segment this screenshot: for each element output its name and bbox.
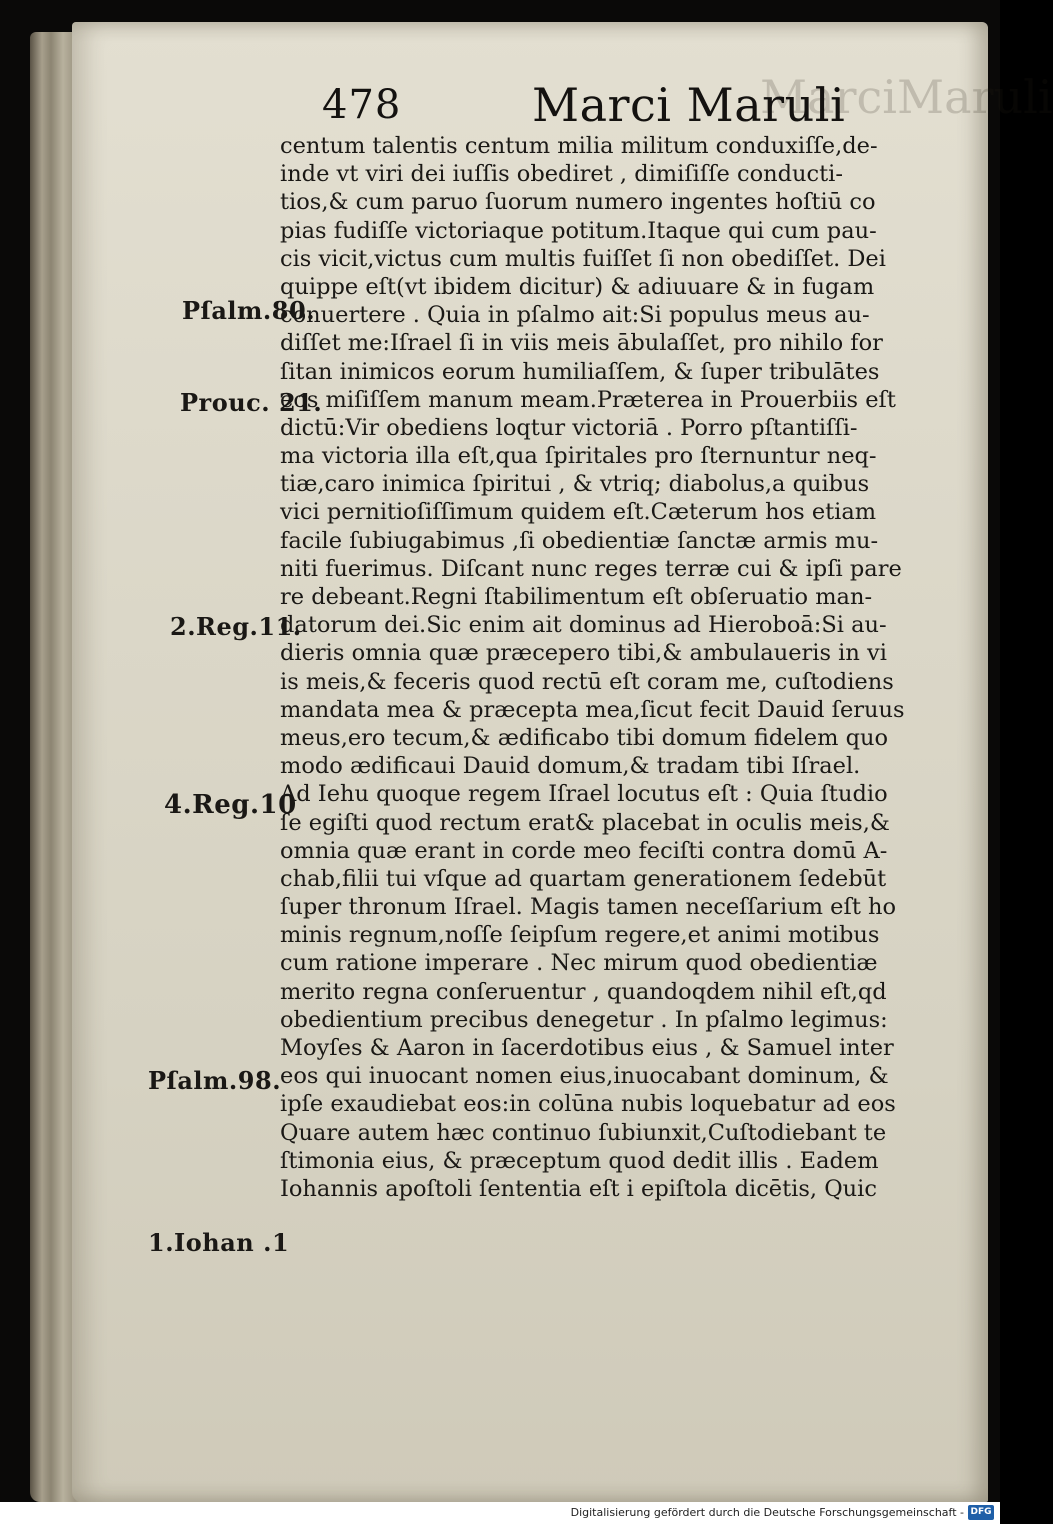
text-line: conuertere . Quia in pſalmo ait:Si populus meus au- [280, 302, 870, 329]
text-line: eos qui inuocant nomen eius,inuocabant dominum, & [280, 1063, 889, 1090]
text-line: ipſe exaudiebat eos:in colūna nubis loquebatur ad eos [280, 1091, 896, 1118]
text-line: facile ſubiugabimus ,ſi obedientiæ ſanctæ armis mu- [280, 527, 879, 554]
text-line: dieris omnia quæ præcepero tibi,& ambulaueris in vi [280, 640, 887, 667]
footer-bar [0, 1502, 1000, 1524]
text-line: ſitan inimicos eorum humiliaſſem, & ſuper tribulātes [280, 358, 880, 385]
marginal-note-1-johan-1: 1.Iohan .1 [148, 1228, 290, 1257]
text-line: merito regna conſeruentur , quandoqdem nihil eſt,qd [280, 978, 887, 1005]
text-line: ſtimonia eius, & præceptum quod dedit illis . Eadem [280, 1147, 879, 1174]
text-line: Moyſes & Aaron in ſacerdotibus eius , & Samuel inter [280, 1035, 894, 1061]
text-line: diſſet me:Iſrael ſi in viis meis ābulaſſet, pro nihilo for [280, 330, 883, 357]
text-line: tios,& cum paruo ſuorum numero ingentes hoſtiū co [280, 189, 876, 216]
text-line: Iohannis apoſtoli ſententia eſt i epiſtola dicētis, Quic [280, 1175, 877, 1202]
text-line: eos miſiſſem manum meam.Præterea in Prouerbiis eſt [280, 386, 896, 413]
text-line: chab,filii tui vſque ad quartam generationem ſedebūt [280, 865, 887, 892]
text-line: niti fuerimus. Diſcant nunc reges terræ cui & ipſi pare [280, 555, 902, 582]
text-line: meus,ero tecum,& ædificabo tibi domum fidelem quo [280, 724, 889, 751]
text-line: modo ædificaui Dauid domum,& tradam tibi Iſrael. [280, 753, 861, 780]
page-header [322, 78, 962, 138]
text-line: minis regnum,noſſe ſeipſum regere,et animi motibus [280, 922, 880, 949]
text-line: ma victoria illa eſt,qua ſpiritales pro ſternuntur neq- [280, 443, 877, 470]
bleed-through-text: MarciMaruli [760, 70, 1053, 124]
marginal-note-psalm-98: Pſalm.98. [148, 1066, 282, 1095]
text-line: omnia quæ erant in corde meo feciſti contra domū A- [280, 837, 888, 864]
text-line: dictū:Vir obediens loqtur victoriā . Porro pſtantiſſi- [280, 414, 858, 441]
dfg-logo: DFG [968, 1505, 994, 1520]
text-line: inde vt viri dei iuſſis obediret , dimiſiſſe conducti- [280, 161, 843, 188]
text-line: tiæ,caro inimica ſpiritui , & vtriq; diabolus,a quibus [280, 471, 870, 498]
page-number: 478 [322, 82, 402, 128]
text-line: obedientium precibus denegetur . In pſalmo legimus: [280, 1006, 888, 1033]
text-line: datorum dei.Sic enim ait dominus ad Hieroboā:Si au- [280, 612, 887, 639]
body-text [280, 132, 952, 1203]
text-line: ſe egiſti quod rectum erat& placebat in oculis meis,& [280, 809, 890, 836]
text-line: quippe eſt(vt ibidem dicitur) & adiuuare & in fugam [280, 273, 875, 300]
marginal-note-2-reg-11: 2.Reg.11. [170, 612, 302, 641]
text-line: Ad Iehu quoque regem Iſrael locutus eſt : Quia ſtudio [280, 781, 888, 808]
text-line: cum ratione imperare . Nec mirum quod obedientiæ [280, 950, 878, 977]
text-line: centum talentis centum milia militum conduxiſſe,de- [280, 133, 878, 159]
text-line: Quare autem hæc continuo ſubiunxit,Cuſtodiebant te [280, 1119, 887, 1146]
marginal-note-4-reg-10: 4.Reg.10 [164, 790, 297, 820]
text-line: pias fudiſſe victoriaque potitum.Itaque qui cum pau- [280, 217, 877, 244]
running-title: Marci Maruli [532, 78, 846, 132]
text-line: mandata mea & præcepta mea,ſicut fecit Dauid ſeruus [280, 696, 905, 723]
text-line: cis vicit,victus cum multis fuiſſet ſi non obediſſet. Dei [280, 245, 886, 272]
funding-credit: Digitalisierung gefördert durch die Deutsche Forschungsgemeinschaft - [570, 1506, 964, 1519]
marginal-note-prouerbs-21: Prouc. 21. [180, 388, 323, 417]
text-line: is meis,& feceris quod rectū eſt coram me, cuſtodiens [280, 668, 894, 695]
text-line: vici pernitioſiſſimum quidem eſt.Cæterum hos etiam [280, 499, 877, 526]
text-line: ſuper thronum Iſrael. Magis tamen neceſſarium eſt ho [280, 894, 897, 921]
marginal-note-psalm-80: Pſalm.80. [182, 296, 316, 325]
text-line: re debeant.Regni ſtabilimentum eſt obſeruatio man- [280, 584, 873, 610]
